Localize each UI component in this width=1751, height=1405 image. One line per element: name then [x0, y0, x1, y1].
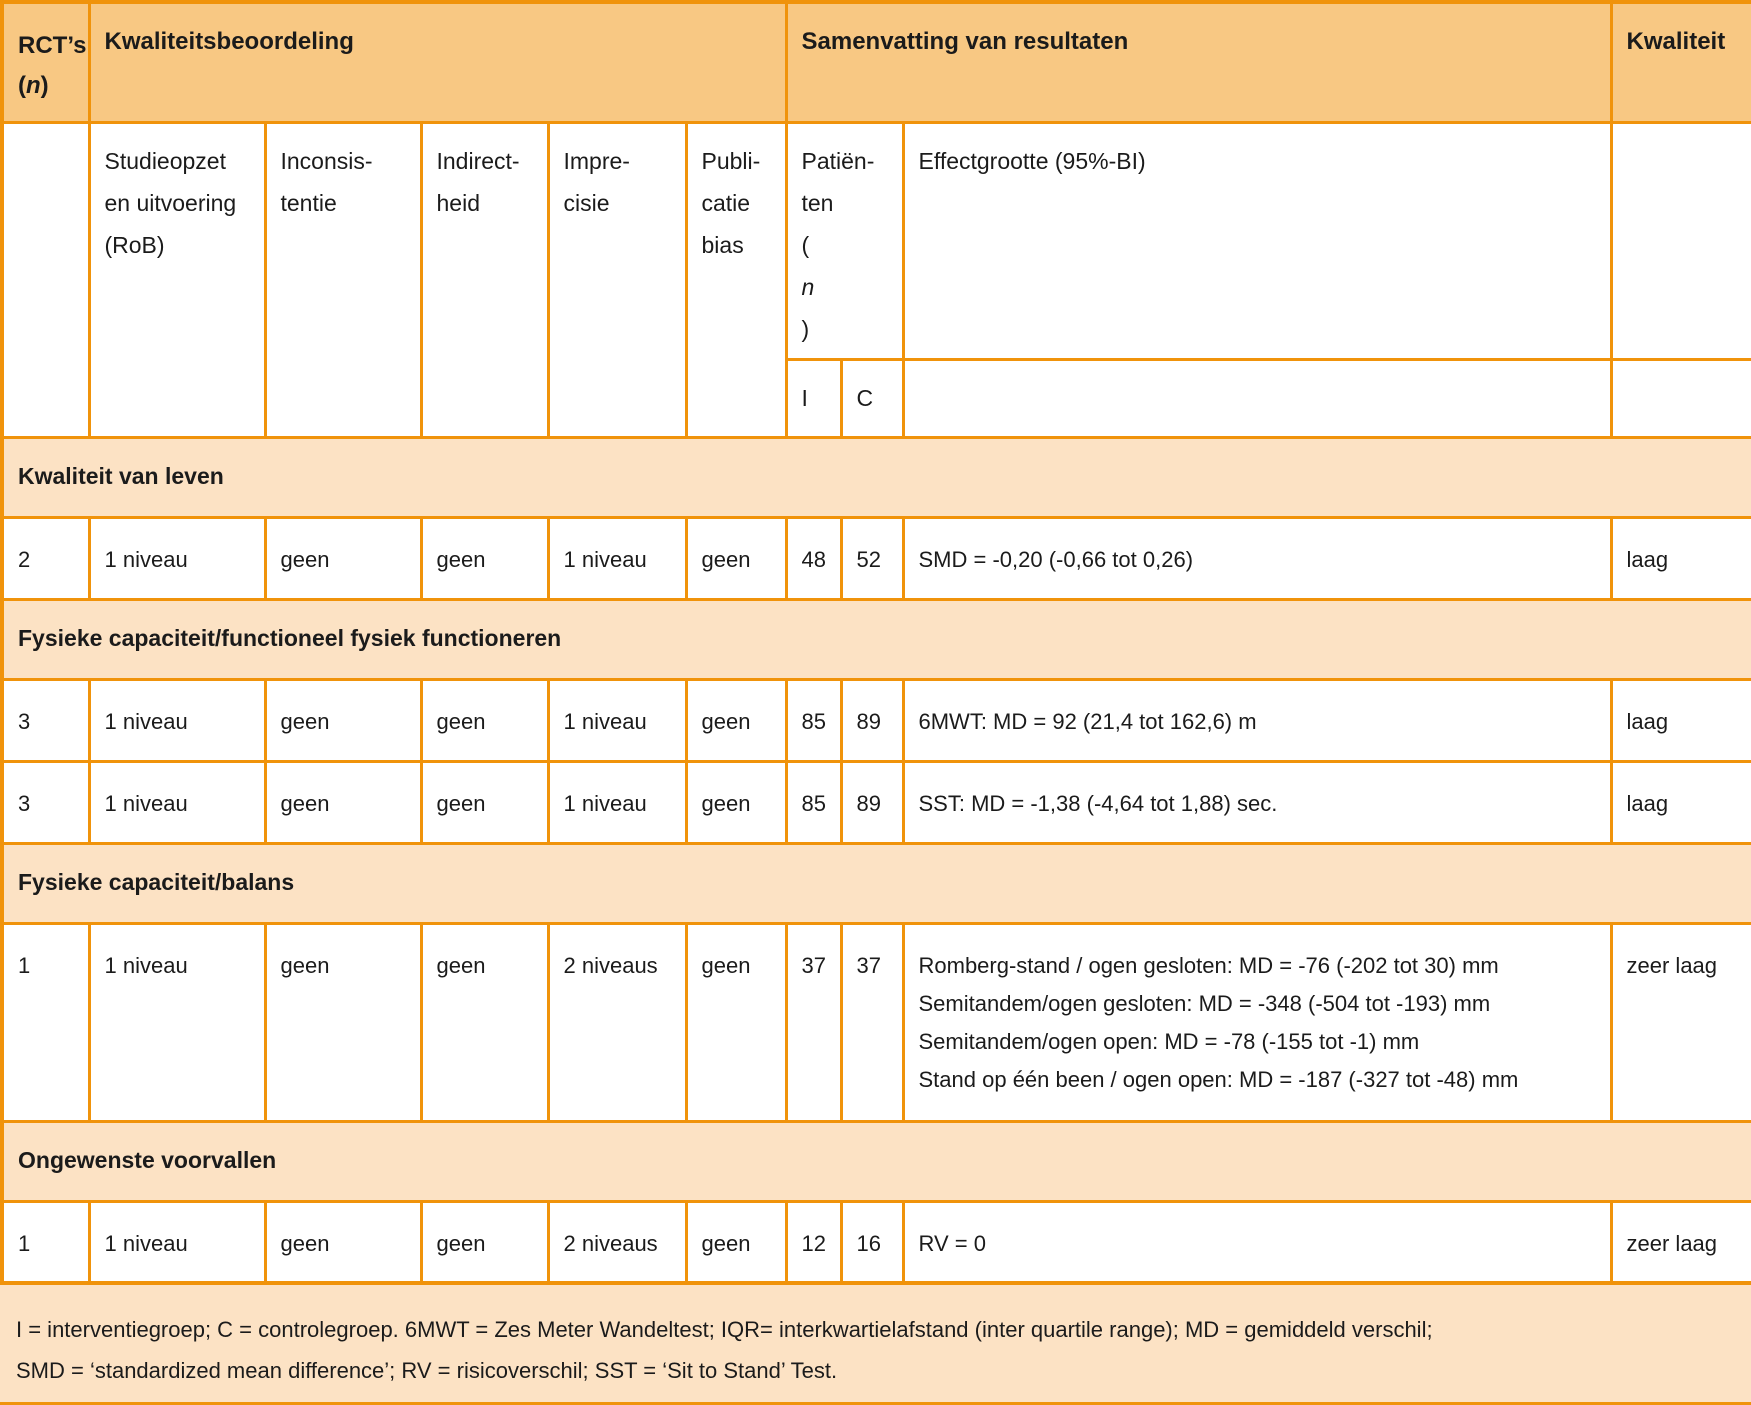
col-header-c: C: [841, 359, 903, 437]
cell-publicatiebias: geen: [686, 679, 786, 761]
subheader-empty-rcts: [2, 122, 89, 437]
cell-kwaliteit: laag: [1611, 517, 1751, 599]
section-title: Fysieke capaciteit/functioneel fysiek functioneren: [2, 599, 1751, 679]
col-header-rcts: [2, 2, 89, 122]
cell-n: 3: [2, 679, 89, 761]
cell-effectgrootte: RV = 0: [903, 1201, 1611, 1283]
col-header-studieopzet: Studieopzet en uitvoering (RoB): [89, 122, 265, 437]
cell-indirectheid: geen: [421, 1201, 548, 1283]
cell-imprecisie: 1 niveau: [548, 761, 686, 843]
header-band-row: [2, 2, 1751, 122]
cell-inconsistentie: geen: [265, 517, 421, 599]
cell-indirectheid: geen: [421, 679, 548, 761]
cell-rob: 1 niveau: [89, 517, 265, 599]
cell-publicatiebias: geen: [686, 517, 786, 599]
section-title: Fysieke capaciteit/balans: [2, 843, 1751, 923]
cell-effectgrootte: 6MWT: MD = 92 (21,4 tot 162,6) m: [903, 679, 1611, 761]
col-header-patienten: Patiën- ten ( n ): [786, 122, 903, 359]
section-row-kwaliteit-van-leven: [2, 437, 1751, 517]
cell-inconsistentie: geen: [265, 1201, 421, 1283]
cell-kwaliteit: zeer laag: [1611, 1201, 1751, 1283]
section-row-fysieke-capaciteit-functioneren: [2, 599, 1751, 679]
cell-i: 48: [786, 517, 841, 599]
col-header-indirectheid: Indirect- heid: [421, 122, 548, 437]
subheader-empty-kwaliteit-b: [1611, 359, 1751, 437]
cell-publicatiebias: geen: [686, 923, 786, 1121]
cell-indirectheid: geen: [421, 517, 548, 599]
cell-i: 12: [786, 1201, 841, 1283]
cell-kwaliteit: laag: [1611, 679, 1751, 761]
cell-effectgrootte: SST: MD = -1,38 (-4,64 tot 1,88) sec.: [903, 761, 1611, 843]
cell-rob: 1 niveau: [89, 761, 265, 843]
table-row-6mwt: [2, 679, 1751, 761]
cell-rob: 1 niveau: [89, 679, 265, 761]
col-header-kwaliteit: Kwaliteit: [1611, 2, 1751, 122]
cell-n: 2: [2, 517, 89, 599]
cell-effectgrootte: Romberg-stand / ogen gesloten: MD = -76 (-202 tot 30) mm Semitandem/ogen gesloten: MD = -348 (-504 tot -193) mm Semitandem/ogen open: MD = -78 (-155 tot -1) mm Stand op één been / ogen open: MD = -187 (-327 tot -48) mm: [903, 923, 1611, 1121]
cell-n: 3: [2, 761, 89, 843]
footnote-line1: I = interventiegroep; C = controlegroep. 6MWT = Zes Meter Wandeltest; IQR= interkwartielafstand (inter quartile range); MD = gemiddeld verschil;: [16, 1317, 1433, 1342]
cell-imprecisie: 1 niveau: [548, 517, 686, 599]
section-row-fysieke-capaciteit-balans: [2, 843, 1751, 923]
cell-c: 89: [841, 679, 903, 761]
cell-indirectheid: geen: [421, 923, 548, 1121]
cell-c: 52: [841, 517, 903, 599]
subheader-empty-effect-b: [903, 359, 1611, 437]
col-header-effectgrootte: Effectgrootte (95%-BI): [903, 122, 1611, 359]
patienten-line2: ten ( n ): [801, 189, 834, 342]
table-row-rv: [2, 1201, 1751, 1283]
cell-rob: 1 niveau: [89, 1201, 265, 1283]
section-title: Ongewenste voorvallen: [2, 1121, 1751, 1201]
cell-inconsistentie: geen: [265, 761, 421, 843]
cell-indirectheid: geen: [421, 761, 548, 843]
rcts-line2: (n): [18, 72, 49, 99]
cell-n: 1: [2, 1201, 89, 1283]
section-row-ongewenste-voorvallen: [2, 1121, 1751, 1201]
col-header-inconsistentie: Inconsis- tentie: [265, 122, 421, 437]
cell-c: 37: [841, 923, 903, 1121]
cell-imprecisie: 1 niveau: [548, 679, 686, 761]
subheader-row-a: [2, 122, 1751, 359]
cell-inconsistentie: geen: [265, 679, 421, 761]
footnote-line2: SMD = ‘standardized mean difference’; RV = risicoverschil; SST = ‘Sit to Stand’ Test.: [16, 1358, 838, 1383]
table-row-balans: [2, 923, 1751, 1121]
cell-i: 85: [786, 761, 841, 843]
cell-rob: 1 niveau: [89, 923, 265, 1121]
abbreviations-footnote: [0, 1285, 1751, 1405]
col-header-i: I: [786, 359, 841, 437]
cell-c: 16: [841, 1201, 903, 1283]
cell-c: 89: [841, 761, 903, 843]
cell-i: 85: [786, 679, 841, 761]
cell-publicatiebias: geen: [686, 1201, 786, 1283]
col-header-imprecisie: Impre- cisie: [548, 122, 686, 437]
cell-kwaliteit: laag: [1611, 761, 1751, 843]
cell-effectgrootte: SMD = -0,20 (-0,66 tot 0,26): [903, 517, 1611, 599]
col-header-samenvatting: Samenvatting van resultaten: [786, 2, 1611, 122]
col-header-kwaliteitsbeoordeling: Kwaliteitsbeoordeling: [89, 2, 786, 122]
rcts-line1: RCT’s: [18, 32, 87, 59]
table-row-smd: [2, 517, 1751, 599]
section-title: Kwaliteit van leven: [2, 437, 1751, 517]
subheader-empty-kwaliteit-a: [1611, 122, 1751, 359]
table-row-sst: [2, 761, 1751, 843]
cell-publicatiebias: geen: [686, 761, 786, 843]
cell-imprecisie: 2 niveaus: [548, 923, 686, 1121]
cell-inconsistentie: geen: [265, 923, 421, 1121]
cell-imprecisie: 2 niveaus: [548, 1201, 686, 1283]
cell-n: 1: [2, 923, 89, 1121]
col-header-publicatiebias: Publi- catie bias: [686, 122, 786, 437]
cell-kwaliteit: zeer laag: [1611, 923, 1751, 1121]
cell-i: 37: [786, 923, 841, 1121]
